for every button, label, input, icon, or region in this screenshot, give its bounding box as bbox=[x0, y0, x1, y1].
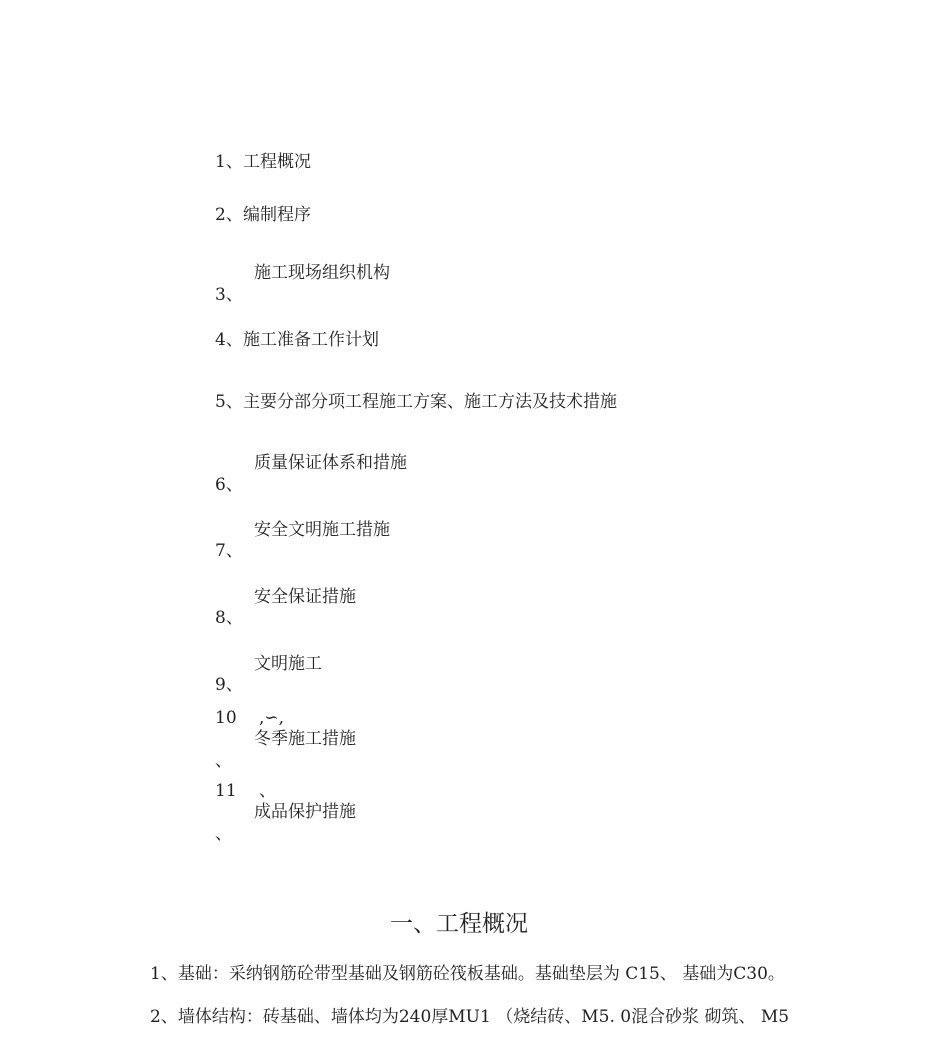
toc-number-11: 11 bbox=[215, 781, 237, 801]
toc-number-4: 4、 bbox=[215, 330, 243, 350]
toc-number-10: 10 bbox=[215, 708, 237, 728]
toc-mark-10: ,∽, bbox=[259, 708, 285, 728]
toc-number-2: 2、 bbox=[215, 205, 243, 225]
toc-number-7: 7、 bbox=[215, 541, 243, 561]
toc-item-4: 施工准备工作计划 bbox=[243, 330, 379, 350]
toc-mark-11: 、 bbox=[259, 781, 276, 801]
toc-number-8: 8、 bbox=[215, 608, 243, 628]
toc-item-9: 文明施工 bbox=[254, 654, 322, 674]
toc-item-11: 成品保护措施 bbox=[254, 802, 356, 822]
toc-number-6: 6、 bbox=[215, 475, 243, 495]
toc-item-7: 安全文明施工措施 bbox=[254, 520, 390, 540]
toc-item-5: 主要分部分项工程施工方案、施工方法及技术措施 bbox=[243, 392, 617, 412]
toc-item-2: 编制程序 bbox=[243, 205, 311, 225]
toc-item-1: 工程概况 bbox=[243, 152, 311, 172]
toc-item-10: 冬季施工措施 bbox=[254, 729, 356, 749]
toc-number-3: 3、 bbox=[215, 285, 243, 305]
paragraph-wall-structure: 2、墙体结构：砖基础、墙体均为240厚MU1 （烧结砖、M5. 0混合砂浆 砌筑、 M5 bbox=[150, 1007, 790, 1027]
toc-item-3: 施工现场组织机构 bbox=[254, 263, 390, 283]
toc-item-8: 安全保证措施 bbox=[254, 587, 356, 607]
toc-number-9: 9、 bbox=[215, 675, 243, 695]
toc-number-10-tail: 、 bbox=[215, 751, 232, 771]
toc-number-5: 5、 bbox=[215, 392, 243, 412]
section-heading: 一、工程概况 bbox=[390, 911, 528, 937]
toc-item-6: 质量保证体系和措施 bbox=[254, 453, 407, 473]
toc-number-1: 1、 bbox=[215, 152, 243, 172]
toc-number-11-tail: 、 bbox=[215, 824, 232, 844]
paragraph-foundation: 1、基础：采纳钢筋砼带型基础及钢筋砼筏板基础。基础垫层为 C15、 基础为C30。 bbox=[150, 964, 785, 984]
